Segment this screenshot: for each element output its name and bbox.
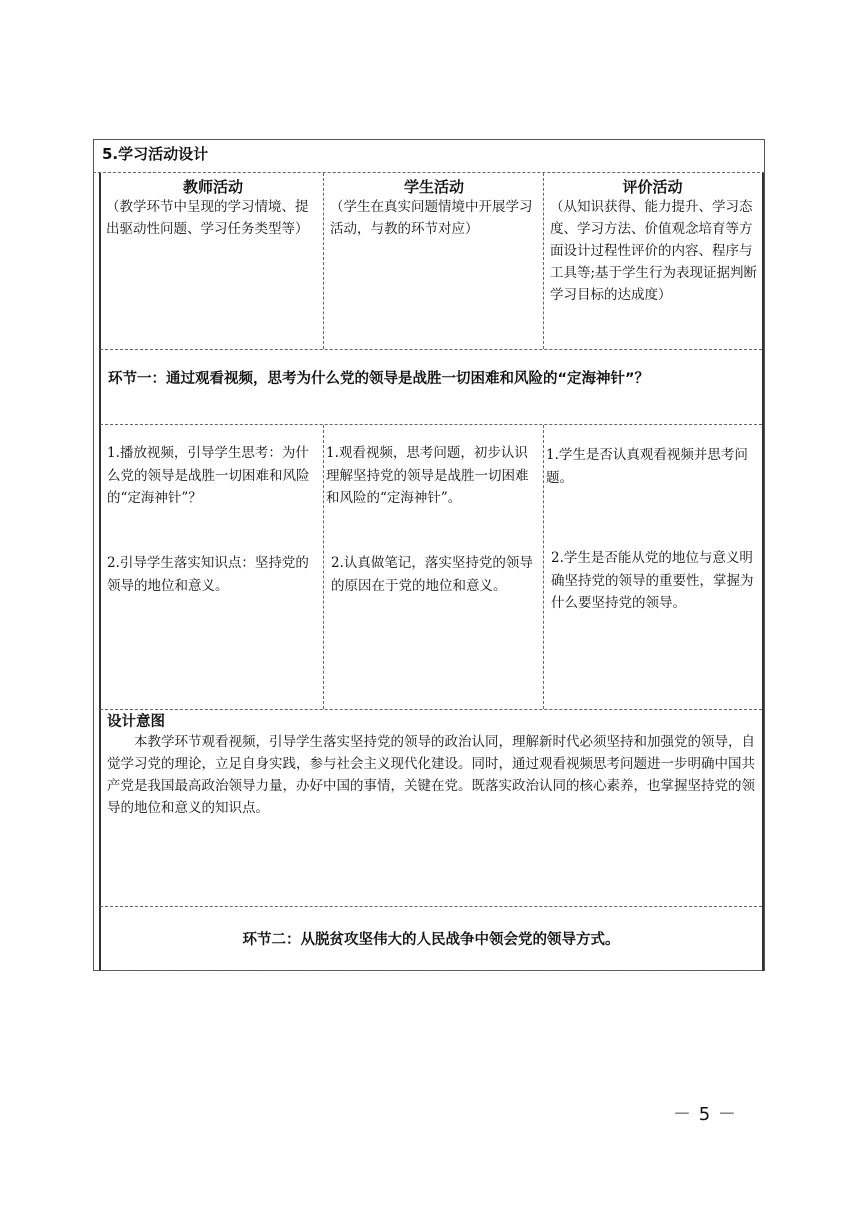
stage-two-title: 环节二：从脱贫攻坚伟大的人民战争中领会党的领导方式。 <box>242 932 620 948</box>
student-activity-1: 1.观看视频，思考问题，初步认识理解坚持党的领导是战胜一切困难和风险的“定海神针”。 <box>326 445 529 506</box>
evaluation-activity-2: 2.学生是否能从党的地位与意义明确坚持党的领导的重要性，掌握为什么要坚持党的领导。 <box>551 550 754 611</box>
column-divider <box>543 173 544 349</box>
row-divider <box>93 172 765 173</box>
stage-one-title: 环节一：通过观看视频，思考为什么党的领导是战胜一切困难和风险的“定海神针”？ <box>108 371 650 387</box>
section-title: 5.学习活动设计 <box>102 145 209 163</box>
row-divider <box>100 424 762 425</box>
teacher-activity-1: 1.播放视频，引导学生思考：为什么党的领导是战胜一切困难和风险的“定海神针”？ <box>107 445 310 506</box>
teacher-activity-2: 2.引导学生落实知识点：坚持党的领导的地位和意义。 <box>107 555 309 594</box>
row-divider <box>100 349 762 350</box>
design-intent-label: 设计意图 <box>107 714 165 730</box>
column-divider <box>323 173 324 349</box>
evaluation-column-desc: （从知识获得、能力提升、学习态度、学习方法、价值观念培育等方面设计过程性评价的内容、程序与工具等;基于学生行为表现证据判断学习目标的达成度） <box>550 199 758 303</box>
evaluation-activity-1: 1.学生是否认真观看视频并思考问题。 <box>546 447 748 486</box>
page-number: － 5 － <box>673 1104 737 1125</box>
design-intent-text: 本教学环节观看视频，引导学生落实坚持党的领导的政治认同，理解新时代必须坚持和加强党的领导，自觉学习党的理论，立足自身实践，参与社会主义现代化建设。同时，通过观看视频思考问题进一步明确中国共产党是我国最高政治领导力量，办好中国的事情，关键在党。既落实政治认同的核心素养，也掌握坚持党的领导的地位和意义的知识点。 <box>107 734 755 816</box>
table-left-rule <box>99 173 101 971</box>
column-divider <box>323 425 324 709</box>
row-divider <box>100 906 762 907</box>
student-activity-2: 2.认真做笔记，落实坚持党的领导的原因在于党的地位和意义。 <box>331 555 533 594</box>
row-divider <box>100 709 762 710</box>
table-right-rule <box>762 173 764 971</box>
student-column-heading: 学生活动 <box>403 178 464 196</box>
row-divider <box>100 970 762 971</box>
column-divider <box>543 425 544 709</box>
student-column-desc: （学生在真实问题情境中开展学习活动，与教的环节对应） <box>330 199 533 237</box>
teacher-column-heading: 教师活动 <box>182 178 243 196</box>
teacher-column-desc: （教学环节中呈现的学习情境、提出驱动性问题、学习任务类型等） <box>106 199 309 237</box>
evaluation-column-heading: 评价活动 <box>622 178 683 196</box>
